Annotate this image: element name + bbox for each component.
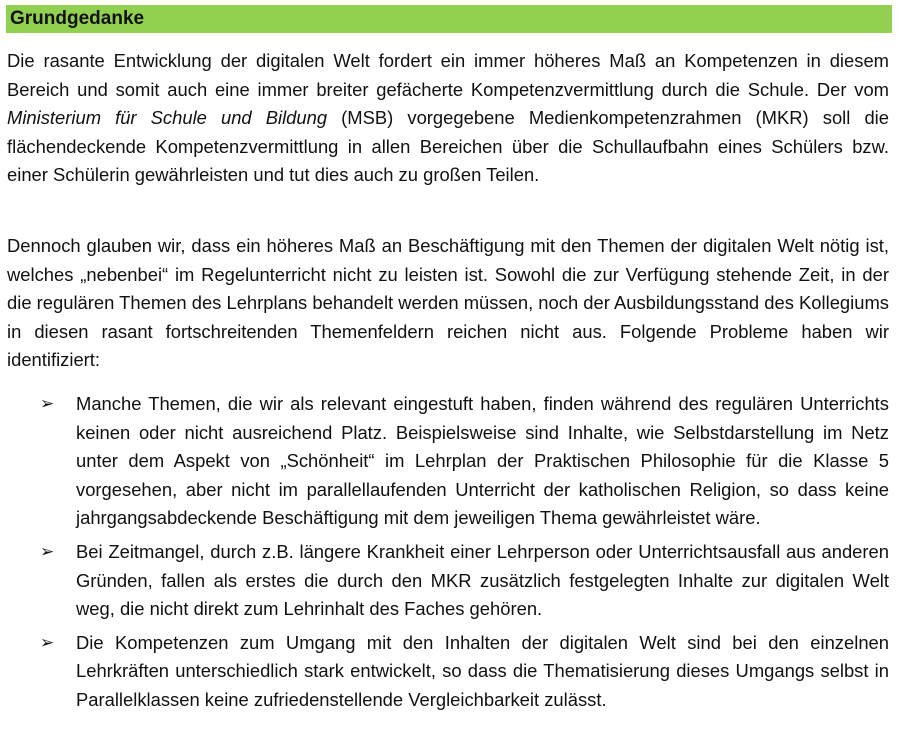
intro-paragraph: [7, 47, 889, 190]
list-item: [0, 390, 900, 533]
arrow-bullet-icon: ➢: [40, 632, 55, 652]
ministry-name: Ministerium für Schule und Bildung: [7, 107, 328, 129]
section-heading-bar: [6, 5, 892, 33]
problem-list: [0, 390, 900, 715]
list-item-text: Die Kompetenzen zum Umgang mit den Inhalten der digitalen Welt sind bei den einzelnen Lehrkräften unterschiedlich stark entwickelt, so dass die Thematisierung dieses Umgangs selbst in Parallelklassen keine zufriedenstellende Vergleichbarkeit zulässt.: [76, 631, 889, 710]
list-item: [0, 629, 900, 715]
arrow-bullet-icon: ➢: [40, 541, 55, 561]
section-heading: Grundgedanke: [10, 8, 145, 29]
list-item-text: Bei Zeitmangel, durch z.B. längere Krankheit einer Lehrperson oder Unterrichtsausfall aus anderen Gründen, fallen als erstes die durch den MKR zusätzlich festgelegten Inhalte zur digitalen Welt weg, die nicht direkt zum Lehrinhalt des Faches gehören.: [76, 540, 889, 620]
arrow-bullet-icon: ➢: [40, 394, 55, 413]
list-item-text: Manche Themen, die wir als relevant eingestuft haben, finden während des regulären Unterrichts keinen oder nicht ausreichend Platz. Beispielsweise sind Inhalte, wie Selbstdarstellung im Netz unter dem Aspekt von „Schönheit“ im Lehrplan der Praktischen Philosophie für die Klasse 5 vorgesehen, aber nicht im parallellaufenden Unterricht der katholischen Religion, so dass keine jahrgangsabdeckende Beschäftigung mit dem jeweiligen Thema gewährleistet wäre.: [76, 393, 889, 529]
intro-text-start: Die rasante Entwicklung der digitalen Welt fordert ein immer höheres Maß an Kompetenzen in diesem Bereich und somit auch eine immer breiter gefächerte Kompetenzvermittlung durch die Schule. Der vom: [7, 50, 889, 100]
list-item: [0, 538, 900, 624]
problem-intro-paragraph: Dennoch glauben wir, dass ein höheres Maß an Beschäftigung mit den Themen der digitalen Welt nötig ist, welches „nebenbei“ im Regelunterricht nicht zu leisten ist. Sowohl die zur Verfügung stehende Zeit, in der die regulären Themen des Lehrplans behandelt werden müssen, noch der Ausbildungsstand des Kollegiums in diesen rasant fortschreitenden Themenfeldern reichen nicht aus. Folgende Probleme haben wir identifiziert:: [7, 235, 889, 371]
intro-text-end: (MSB) vorgegebene Medienkompetenzrahmen (MKR) soll die flächendeckende Kompetenzvermittlung in allen Bereichen über die Schullaufbahn eines Schülers bzw. einer Schülerin gewährleisten und tut dies auch zu großen Teilen.: [7, 107, 889, 186]
